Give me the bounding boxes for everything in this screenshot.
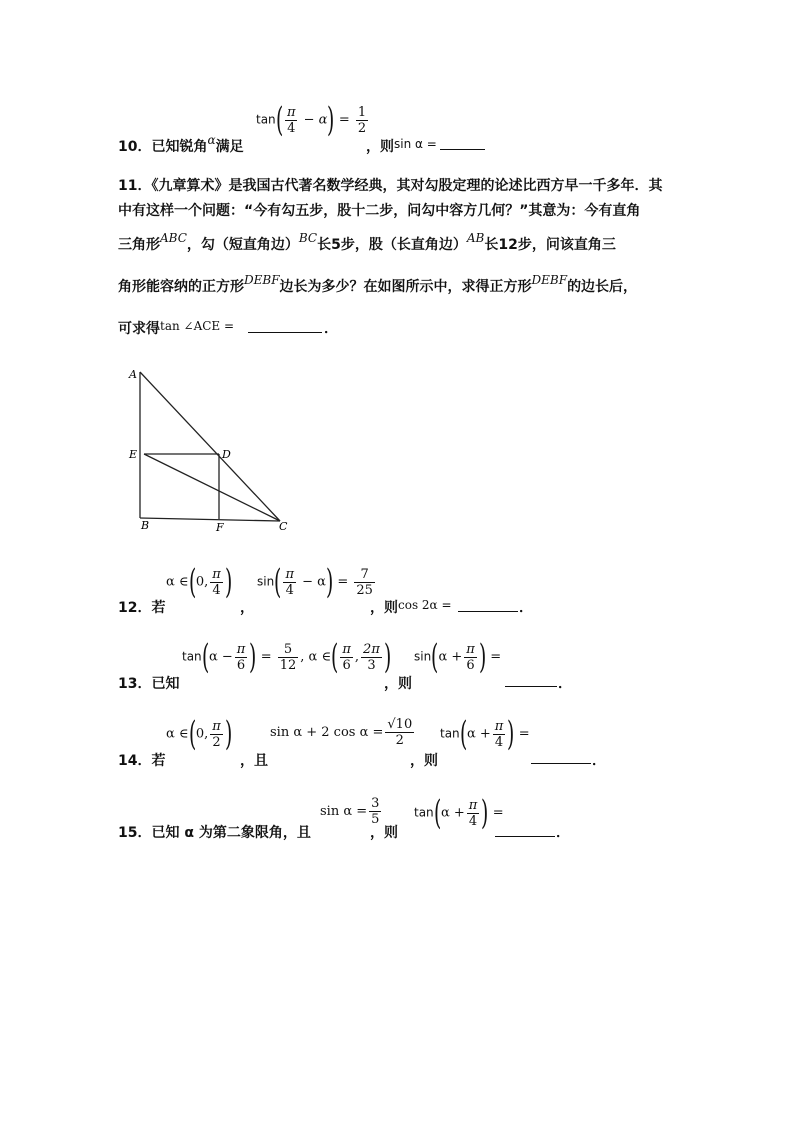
math-expression: tan( $\frac{\pi}{4}$ − α) = $\frac{1}{2}$: [256, 100, 367, 140]
math-expression: tan(α − $\frac{\pi}{6}$ ) = $\frac{5}{12}$ , α ∈( $\frac{\pi}{6}$ , $\frac{2\pi}{3}$ ): [182, 637, 392, 677]
triangle-figure: [125, 360, 295, 535]
label-b: B: [141, 519, 150, 532]
math-expression: sin α + 2 cos α = $\frac{√10}{2}$: [270, 717, 413, 748]
answer-blank[interactable]: [458, 611, 518, 612]
math-expression: α ∈(0, $\frac{\pi}{2}$ ): [166, 714, 233, 754]
label-e: E: [129, 448, 138, 461]
math-expression: sin α = $\frac{3}{5}$: [320, 796, 380, 827]
question-number: 10．: [118, 139, 152, 155]
math-expression: sin(α + $\frac{\pi}{6}$ ) =: [414, 637, 502, 677]
label-f: F: [216, 521, 224, 534]
math-expression: tan(α + $\frac{\pi}{4}$ ) =: [414, 793, 504, 833]
answer-blank[interactable]: [248, 332, 322, 333]
math-expression: tan(α + $\frac{\pi}{4}$ ) =: [440, 714, 530, 754]
label-d: D: [222, 448, 231, 461]
answer-blank[interactable]: [495, 836, 555, 837]
answer-blank[interactable]: [531, 763, 591, 764]
label-c: C: [279, 520, 288, 533]
answer-blank[interactable]: [440, 149, 485, 150]
math-expression: sin( $\frac{\pi}{4}$ − α) = $\frac{7}{25}$: [257, 562, 373, 602]
answer-blank[interactable]: [505, 686, 557, 687]
label-a: A: [129, 368, 137, 381]
math-expression: α ∈(0, $\frac{\pi}{4}$ ): [166, 562, 233, 602]
